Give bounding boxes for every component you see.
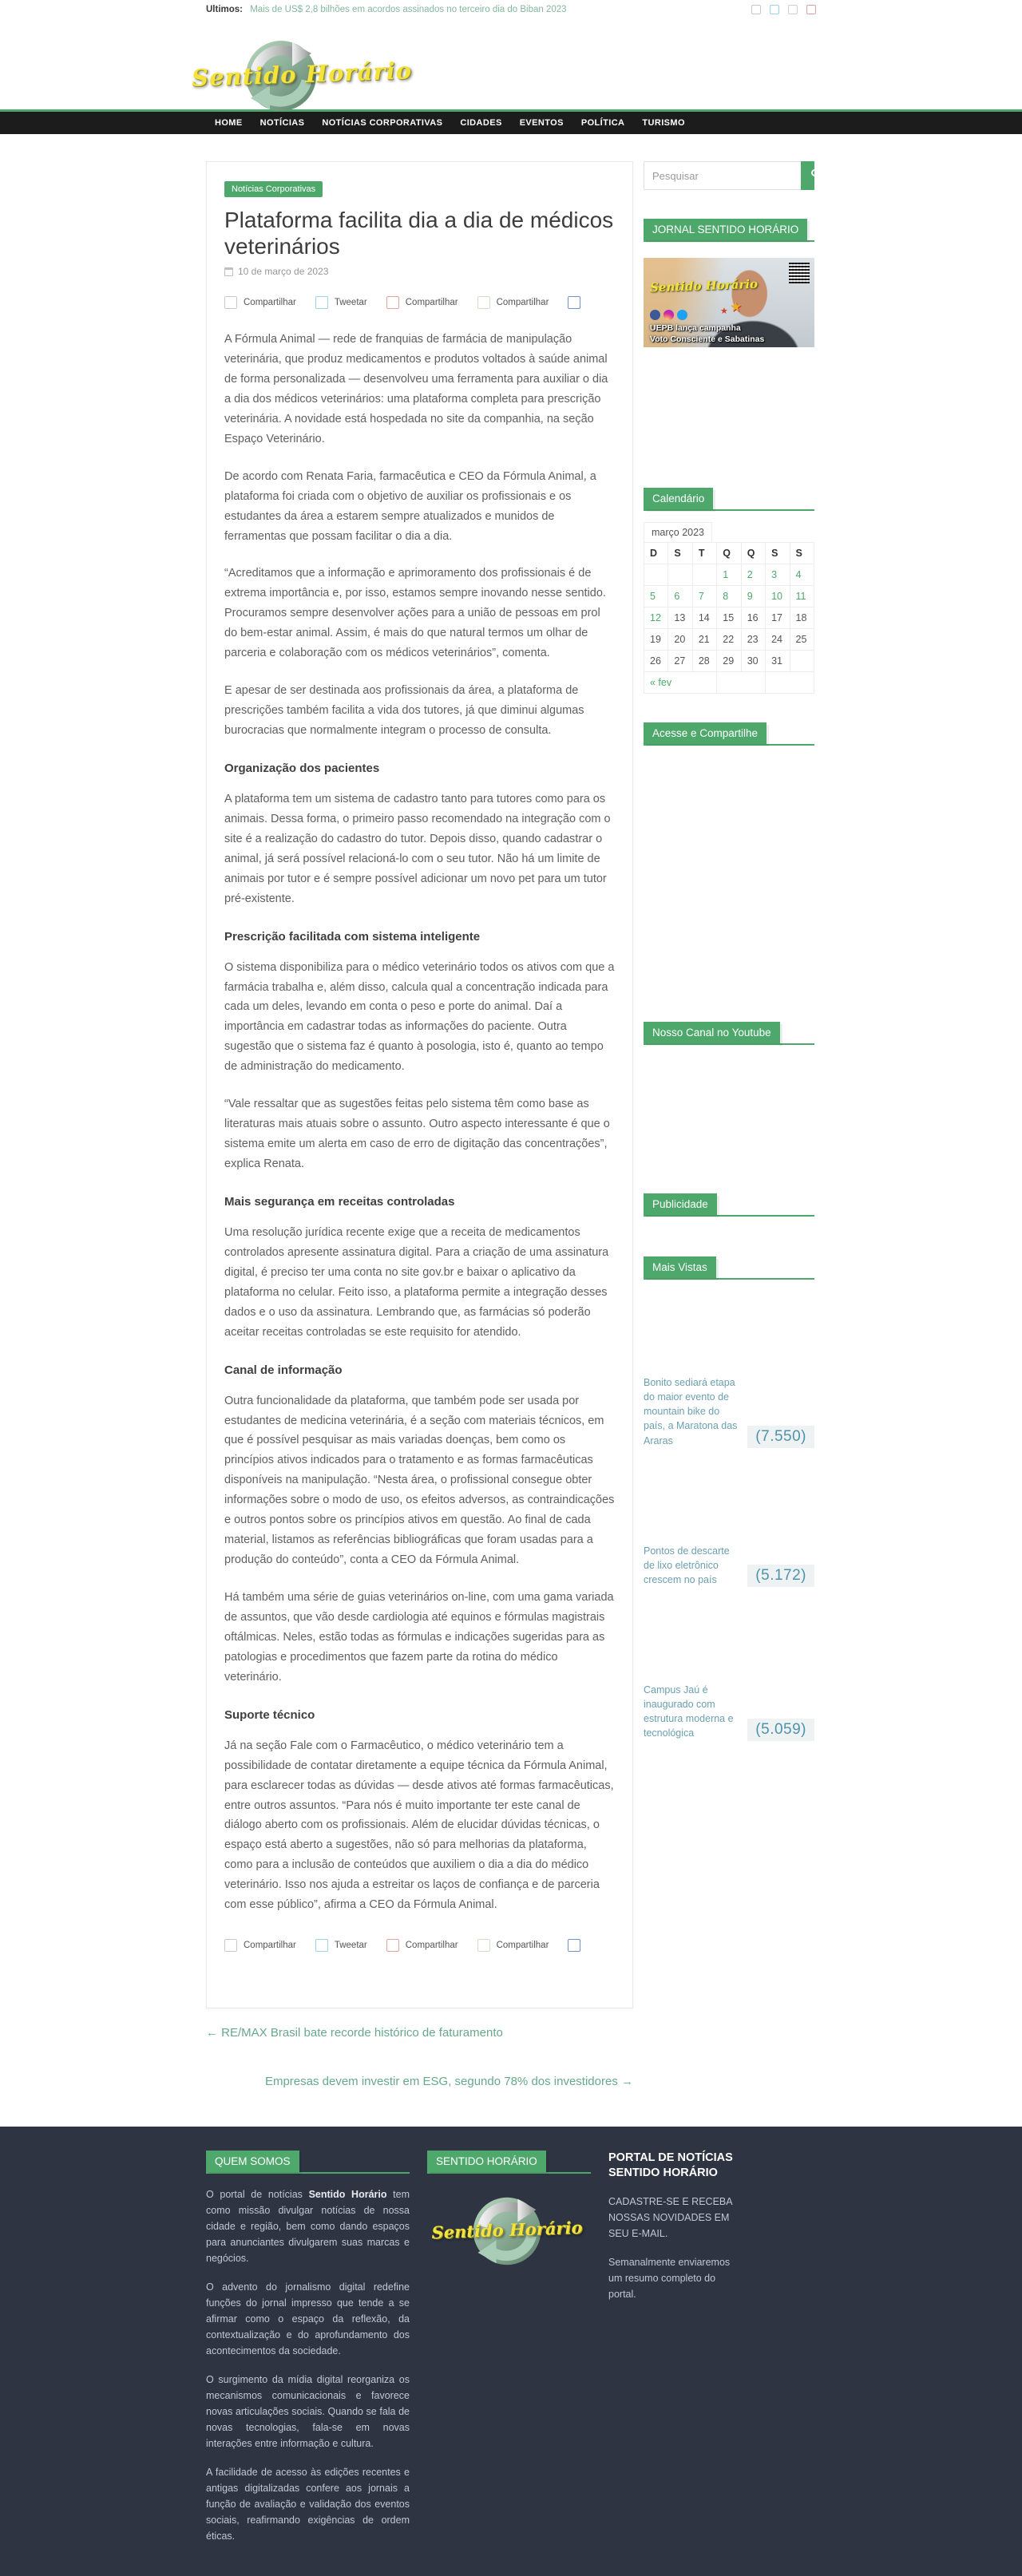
list-item — [644, 1587, 814, 1741]
share-linkedin-button[interactable] — [568, 1939, 580, 1952]
article-card — [206, 161, 633, 2008]
calendar-day-link[interactable]: 10 — [771, 591, 783, 602]
site-logo[interactable] — [191, 36, 413, 119]
banner-caption: UEPB lança campanha Voto Consciente e Sabatinas — [650, 322, 765, 344]
article-subheading: Organização dos pacientes — [224, 761, 380, 775]
article-paragraph: Já na seção Fale com o Farmacêutico, o médico veterinário tem a possibilidade de contatar diretamente a equipe técnica da Fórmula Animal, para esclarecer todas as dúvidas — desde ativos até formas farmacêuticas, entre outros assuntos. “Para nós é muito importante ter este canal de diálogo aberto com os profissionais. Além de elucidar dúvidas técnicas, o espaço está aberto a sugestões, não só para melhorias da plataforma, como para a inclusão de conteúdos que auxiliem o dia a dia do médico veterinário. Isso nos ajuda a estreitar os laços de confiança e de parceria com esse público”, afirma a CEO da Fórmula Animal. — [224, 1739, 614, 1912]
calendar-day-link[interactable]: 4 — [795, 569, 802, 580]
share-pinterest-button[interactable]: Compartilhar — [386, 1939, 458, 1952]
youtube-icon[interactable] — [806, 5, 816, 14]
twitter-icon — [677, 310, 687, 320]
widget-title-publicidade: Publicidade — [644, 1193, 717, 1215]
top-ticker-bar — [0, 0, 1022, 18]
jornal-banner-image[interactable] — [644, 258, 814, 347]
facebook-share-icon — [224, 296, 237, 309]
article-paragraph: Uma resolução jurídica recente exige que a receita de medicamentos controlados apresente assinatura digital. Para a criação de uma assinatura digital, é preciso ter uma conta no site gov.br e baixar o aplicativo da plataforma no celular. Feito isso, a plataforma permite a integração desses dados e o uso da assinatura. Lembrando que, as farmácias só poderão aceitar receitas controladas se este requisito for atendido. — [224, 1225, 609, 1339]
post-date: 10 de março de 2023 — [238, 266, 329, 278]
view-count-badge: (5.172) — [747, 1565, 814, 1587]
article-paragraph: Há também uma série de guias veterinários on-line, com uma gama variada de assuntos, que vão desde cardiologia até equinos e fórmulas magistrais oftálmicas. Neles, estão todas as fórmulas e indicações sugeridas para as patologias e procedimentos que fazem parte da rotina do médico veterinário. — [224, 1591, 614, 1684]
nav-item-noticias-corporativas[interactable]: NOTÍCIAS CORPORATIVAS — [322, 118, 443, 128]
footer-title-sentido-horario: SENTIDO HORÁRIO — [427, 2151, 546, 2172]
banner-star-decoration: ★ — [720, 307, 728, 316]
calendar-day-link[interactable]: 8 — [723, 591, 729, 602]
calendar-day: 26 — [644, 651, 668, 672]
footer-paragraph: O surgimento da mídia digital reorganiza os mecanismos comunicacionais e favorece novas articulações sociais. Quando se fala de novas tecnologias, fala-se em novas interações entre informação e cultura. — [206, 2374, 410, 2450]
article-paragraph: Outra funcionalidade da plataforma, que também pode ser usada por estudantes de medicina veterinária, é a seção com materiais técnicos, em que é possível pesquisar as mais variadas doenças, bem como os princípios ativos indicados para o tratamento e as formas farmacêuticas disponíveis na manipulação. “Nesta área, o profissional consegue obter informações sobre o modo de uso, os efeitos adversos, as contraindicações e outros pontos sobre os princípios ativos em questão. Ao final de cada material, listamos as referências bibliográficas que foram usadas para a produção do conteúdo”, conta a CEO da Fórmula Animal. — [224, 1394, 615, 1567]
nav-item-eventos[interactable]: EVENTOS — [519, 118, 564, 128]
calendar-week — [644, 564, 814, 586]
footer-logo-text: Sentido Horário — [431, 2217, 583, 2243]
linkedin-share-icon — [568, 1939, 580, 1952]
article-paragraph: A Fórmula Animal — rede de franquias de farmácia de manipulação veterinária, que produz medicamentos e produtos voltados à saúde animal de forma personalizada — desenvolveu uma ferramenta para auxiliar o dia a dia dos médicos veterinários: uma plataforma completa para prescrição veterinária. A novidade está hospedada no site da companhia, na seção Espaço Veterinário. — [224, 333, 608, 445]
calendar-day: 14 — [692, 607, 716, 629]
widget-calendario — [644, 488, 814, 694]
calendar-icon — [224, 267, 233, 276]
article-paragraph: “Acreditamos que a informação e aprimoramento dos profissionais é de extrema importância e, por isso, estamos sempre inovando nesse sentido. Procuramos sempre desenvolver ações para a união de pessoas em prol do bem-estar animal. Assim, é mais do que natural termos um olhar de parceria e colaboração com os médicos veterinários”, comenta. — [224, 567, 606, 660]
calendar-day: 18 — [790, 607, 814, 629]
footer-portal-heading: PORTAL DE NOTÍCIAS SENTIDO HORÁRIO — [608, 2151, 733, 2179]
calendar-day: 23 — [741, 629, 765, 651]
widget-title-mais-vistas: Mais Vistas — [644, 1256, 716, 1278]
twitter-share-icon — [315, 296, 328, 309]
empty-widget-area — [644, 1045, 814, 1165]
footer-paragraph: O advento do jornalismo digital redefine funções do jornal impresso que tende a se afirmar como o espaço da reflexão, da contextualização e do aprofundamento dos acontecimentos da sociedade. — [206, 2281, 410, 2357]
article-paragraph: De acordo com Renata Faria, farmacêutica e CEO da Fórmula Animal, a plataforma foi criada com o objetivo de auxiliar os profissionais e os estudantes da área a estarem sempre atualizados e munidos de ferramentas que possam facilitar o dia a dia. — [224, 469, 596, 543]
calendar-day: 29 — [717, 651, 741, 672]
footer-newsletter-text: Semanalmente enviaremos um resumo completo do portal. — [608, 2256, 731, 2300]
whatsapp-share-icon — [477, 1939, 490, 1952]
calendar-day: 17 — [766, 607, 790, 629]
calendar-day: 28 — [692, 651, 716, 672]
category-badge[interactable]: Notícias Corporativas — [224, 181, 323, 197]
calendar-day: 20 — [668, 629, 692, 651]
empty-widget-area — [644, 746, 814, 993]
share-facebook-button[interactable]: Compartilhar — [224, 296, 296, 309]
calendar-week — [644, 629, 814, 651]
calendar-table: D S T Q Q S S 1 2 3 4 5 6 7 8 9 10 11 12 13 14 15 16 17 18 19 20 21 22 23 24 25 26 27 28 29 30 31 « fev — [644, 542, 814, 694]
article-subheading: Canal de informação — [224, 1363, 343, 1377]
pinterest-share-icon — [386, 1939, 399, 1952]
calendar-day: 27 — [668, 651, 692, 672]
share-buttons-top — [224, 296, 615, 309]
missing-thumbnail-area — [644, 1587, 814, 1683]
popular-post-link[interactable]: Campus Jaú é inaugurado com estrutura moderna e tecnológica — [644, 1684, 734, 1739]
twitter-share-icon — [315, 1939, 328, 1952]
calendar-day: 30 — [741, 651, 765, 672]
footer-portal-column — [608, 2151, 816, 2544]
banner-star-decoration: ★ — [730, 299, 743, 315]
footer-logo-column — [427, 2151, 591, 2544]
site-footer — [0, 2127, 1022, 2576]
banner-social-icons — [650, 310, 687, 320]
share-facebook-button[interactable]: Compartilhar — [224, 1939, 296, 1952]
search-icon — [811, 169, 818, 176]
sidebar — [644, 161, 814, 1741]
whatsapp-share-icon — [477, 296, 490, 309]
calendar-week — [644, 586, 814, 607]
ticker-headline-link[interactable]: Mais de US$ 2,8 bilhões em acordos assinados no terceiro dia do Biban 2023 — [250, 5, 567, 14]
page-title: Plataforma facilita dia a dia de médicos veterinários — [224, 208, 614, 259]
article-subheading: Mais segurança em receitas controladas — [224, 1194, 455, 1209]
calendar-day-link[interactable]: 11 — [795, 591, 806, 602]
share-pinterest-button[interactable]: Compartilhar — [386, 296, 458, 309]
footer-paragraph: O portal de notícias Sentido Horário tem como missão divulgar notícias de nossa cidade e região, bem como dando espaços para anunciantes divulgarem suas marcas e negócios. — [206, 2189, 410, 2265]
share-whatsapp-button[interactable]: Compartilhar — [477, 296, 549, 309]
facebook-icon[interactable] — [751, 5, 761, 14]
calendar-day: 31 — [766, 651, 790, 672]
calendar-day-link[interactable]: 9 — [747, 591, 753, 602]
widget-title-jornal: JORNAL SENTIDO HORÁRIO — [644, 219, 807, 240]
footer-quem-somos — [206, 2151, 410, 2544]
share-twitter-button[interactable]: Tweetar — [315, 296, 367, 309]
missing-thumbnail-area — [644, 1448, 814, 1544]
widget-youtube — [644, 1022, 814, 1165]
nav-item-noticias[interactable]: NOTÍCIAS — [259, 118, 305, 128]
calendar-day: 25 — [790, 629, 814, 651]
list-item — [644, 1280, 814, 1448]
calendar-day-link[interactable]: 1 — [723, 569, 729, 580]
twitter-icon[interactable] — [770, 5, 779, 14]
pinterest-share-icon — [386, 296, 399, 309]
previous-post-link[interactable]: ← RE/MAX Brasil bate recorde histórico de faturamento — [206, 2026, 503, 2040]
empty-widget-area — [644, 1217, 814, 1228]
popular-post-link[interactable]: Pontos de descarte de lixo eletrônico crescem no país — [644, 1545, 730, 1585]
article-paragraph: A plataforma tem um sistema de cadastro tanto para tutores como para os animais. Dessa forma, o primeiro passo recomendado na integração com o site é a realização do cadastro do tutor. Depois disso, quando cadastrar o animal, já será possível relacioná-lo com o seu tutor. Não há um limite de animais por tutor e é sempre possível adicionar um novo pet para um tutor pré-existente. — [224, 792, 611, 905]
list-item — [644, 1448, 814, 1587]
facebook-icon — [650, 310, 660, 320]
calendar-month-caption: março 2023 — [644, 522, 712, 542]
instagram-icon[interactable] — [788, 5, 798, 14]
article-paragraph: “Vale ressaltar que as sugestões feitas pelo sistema têm como base as literaturas mais atuais sobre o assunto. Outro aspecto interessante é que o sistema emite um alerta em caso de erro de digitação das concentrações”, explica Renata. — [224, 1098, 610, 1170]
calendar-day-link[interactable]: 7 — [698, 591, 704, 602]
widget-mais-vistas — [644, 1256, 814, 1741]
widget-publicidade — [644, 1193, 814, 1228]
nav-item-cidades[interactable]: CIDADES — [460, 118, 502, 128]
widget-title-youtube: Nosso Canal no Youtube — [644, 1022, 780, 1043]
site-logo-text: Sentido Horário — [191, 57, 413, 92]
calendar-day: 15 — [717, 607, 741, 629]
missing-thumbnail-area — [644, 1280, 814, 1375]
latest-news-ticker — [206, 5, 567, 14]
linkedin-share-icon — [568, 296, 580, 309]
calendar-day: 22 — [717, 629, 741, 651]
nav-item-politica[interactable]: POLÍTICA — [580, 118, 625, 128]
share-buttons-bottom — [224, 1939, 615, 1952]
topbar-social-icons — [751, 5, 816, 14]
share-linkedin-button[interactable] — [568, 296, 580, 309]
view-count-badge: (7.550) — [747, 1426, 814, 1448]
footer-logo — [427, 2188, 587, 2284]
article-paragraph: E apesar de ser destinada aos profissionais da área, a plataforma de prescrições também facilita a vida dos tutores, já que diminui algumas burocracias que normalmente integram o processo de consulta. — [224, 684, 584, 737]
facebook-share-icon — [224, 1939, 237, 1952]
widget-jornal — [644, 219, 814, 459]
article-paragraph: O sistema disponibiliza para o médico veterinário todos os ativos com que a farmácia trabalha e, além disso, calcula qual a concentração indicada para cada um deles, levando em conta o peso e porte do animal. Daí a importância em cadastrar todas as informações do paciente. Outra sugestão que o sistema faz é quanto à posologia, isto é, quanto ao tempo de administração do medicamento. — [224, 960, 615, 1074]
widget-acesse-compartilhe — [644, 722, 814, 993]
calendar-day: 21 — [692, 629, 716, 651]
footer-paragraph: A facilidade de acesso às edições recentes e antigas digitalizadas confere aos jornais a função de avaliação e validação dos eventos sociais, reafirmando exigências de ordem éticas. — [206, 2467, 410, 2542]
article-subheading: Prescrição facilitada com sistema inteligente — [224, 929, 481, 944]
calendar-day: 24 — [766, 629, 790, 651]
share-twitter-button[interactable]: Tweetar — [315, 1939, 367, 1952]
popular-post-link[interactable]: Bonito sediará etapa do maior evento de mountain bike do país, a Maratona das Araras — [644, 1377, 738, 1446]
share-whatsapp-button[interactable]: Compartilhar — [477, 1939, 549, 1952]
calendar-day-link[interactable]: 2 — [747, 569, 753, 580]
banner-logo-text: Sentido Horário — [649, 276, 759, 295]
calendar-day-link[interactable]: 5 — [650, 591, 656, 602]
calendar-day: 19 — [644, 629, 668, 651]
footer-title-quem-somos: QUEM SOMOS — [206, 2151, 299, 2172]
nav-item-turismo[interactable]: TURISMO — [642, 118, 685, 128]
instagram-icon — [664, 310, 674, 320]
next-post-link[interactable]: Empresas devem investir em ESG, segundo 78% dos investidores → — [264, 2075, 633, 2089]
search-input[interactable] — [644, 161, 801, 190]
calendar-week — [644, 651, 814, 672]
post-navigation — [206, 2026, 633, 2088]
ticker-label: Últimos: — [206, 5, 243, 14]
widget-title-calendario: Calendário — [644, 488, 713, 509]
calendar-day-link[interactable]: 3 — [771, 569, 778, 580]
site-header — [0, 18, 1022, 119]
widget-title-acesse: Acesse e Compartilhe — [644, 722, 766, 744]
calendar-day-link[interactable]: 12 — [650, 612, 661, 623]
calendar-day-link[interactable]: 6 — [674, 591, 680, 602]
article-body — [224, 330, 615, 1915]
calendar-week — [644, 607, 814, 629]
calendar-prev-month-link[interactable]: « fev — [650, 677, 672, 688]
footer-newsletter-text: CADASTRE-SE E RECEBA NOSSAS NOVIDADES EM SEU E-MAIL. — [608, 2195, 732, 2239]
search-form — [644, 161, 814, 190]
calendar-day: 13 — [668, 607, 692, 629]
qr-code-icon — [789, 263, 810, 283]
nav-item-home[interactable]: HOME — [215, 118, 243, 128]
view-count-badge: (5.059) — [747, 1719, 814, 1741]
search-button[interactable] — [801, 161, 814, 190]
calendar-day: 16 — [741, 607, 765, 629]
main-column — [206, 161, 633, 2088]
main-navigation — [0, 109, 1022, 134]
article-subheading: Suporte técnico — [224, 1707, 315, 1722]
